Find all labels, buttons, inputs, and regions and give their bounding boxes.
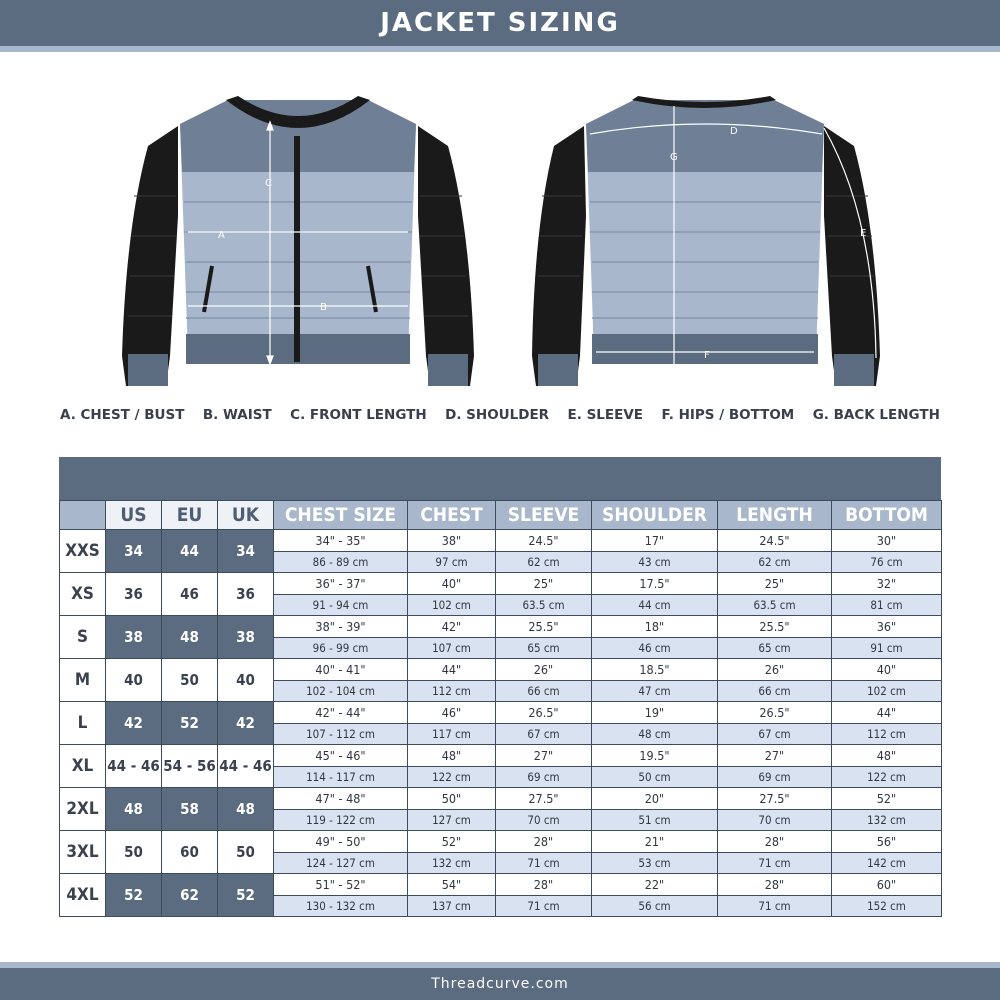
bottom-inches: 48" (832, 745, 942, 767)
header-shoulder: SHOULDER (592, 501, 718, 530)
chest-size-cm: 130 - 132 cm (274, 895, 408, 917)
length-inches: 27.5" (718, 788, 832, 810)
uk-size: 40 (218, 659, 274, 702)
header-uk: UK (218, 501, 274, 530)
chest-size-inches: 36" - 37" (274, 573, 408, 595)
label-e: E (860, 228, 867, 239)
sleeve-inches: 25" (496, 573, 592, 595)
us-size: 36 (106, 573, 162, 616)
us-size: 34 (106, 530, 162, 573)
eu-size: 54 - 56 (162, 745, 218, 788)
shoulder-cm: 46 cm (592, 637, 718, 659)
us-size: 42 (106, 702, 162, 745)
length-cm: 66 cm (718, 680, 832, 702)
eu-size: 52 (162, 702, 218, 745)
length-inches: 27" (718, 745, 832, 767)
chest-inches: 42" (408, 616, 496, 638)
length-cm: 63.5 cm (718, 594, 832, 616)
table-row (60, 745, 942, 767)
label-d: D (730, 126, 738, 137)
bottom-inches: 30" (832, 530, 942, 552)
size-label: S (60, 616, 106, 659)
shoulder-inches: 17" (592, 530, 718, 552)
table-header-row (60, 501, 942, 530)
shoulder-inches: 18.5" (592, 659, 718, 681)
chest-size-cm: 114 - 117 cm (274, 766, 408, 788)
chest-inches: 48" (408, 745, 496, 767)
bottom-cm: 152 cm (832, 895, 942, 917)
footer-site: Threadcurve.com (431, 976, 569, 992)
sleeve-cm: 63.5 cm (496, 594, 592, 616)
shoulder-cm: 50 cm (592, 766, 718, 788)
shoulder-cm: 53 cm (592, 852, 718, 874)
sleeve-inches: 26.5" (496, 702, 592, 724)
size-label: XL (60, 745, 106, 788)
table-row (60, 530, 942, 552)
measurement-legend (60, 404, 940, 426)
shoulder-inches: 19" (592, 702, 718, 724)
sleeve-cm: 71 cm (496, 895, 592, 917)
legend-waist: B. WAIST (202, 407, 272, 423)
chest-size-inches: 42" - 44" (274, 702, 408, 724)
eu-size: 50 (162, 659, 218, 702)
sleeve-inches: 28" (496, 874, 592, 896)
chest-cm: 127 cm (408, 809, 496, 831)
chest-inches: 46" (408, 702, 496, 724)
sleeve-cm: 69 cm (496, 766, 592, 788)
us-size: 52 (106, 874, 162, 917)
header-sleeve: SLEEVE (496, 501, 592, 530)
sleeve-cm: 70 cm (496, 809, 592, 831)
label-f: F (704, 350, 710, 361)
legend-sleeve: E. SLEEVE (567, 407, 644, 423)
legend-hips: F. HIPS / BOTTOM (661, 407, 795, 423)
chest-cm: 117 cm (408, 723, 496, 745)
bottom-inches: 44" (832, 702, 942, 724)
chest-size-inches: 47" - 48" (274, 788, 408, 810)
uk-size: 38 (218, 616, 274, 659)
shoulder-inches: 18" (592, 616, 718, 638)
sleeve-inches: 26" (496, 659, 592, 681)
label-c: C (265, 178, 272, 189)
header-bottom: BOTTOM (832, 501, 942, 530)
sleeve-inches: 28" (496, 831, 592, 853)
length-cm: 69 cm (718, 766, 832, 788)
us-size: 40 (106, 659, 162, 702)
sleeve-inches: 24.5" (496, 530, 592, 552)
chest-size-inches: 38" - 39" (274, 616, 408, 638)
chest-size-cm: 102 - 104 cm (274, 680, 408, 702)
bottom-inches: 56" (832, 831, 942, 853)
bottom-cm: 122 cm (832, 766, 942, 788)
chest-size-cm: 86 - 89 cm (274, 551, 408, 573)
size-label: L (60, 702, 106, 745)
legend-shoulder: D. SHOULDER (445, 407, 550, 423)
size-table (59, 500, 942, 917)
length-inches: 26.5" (718, 702, 832, 724)
chest-size-inches: 45" - 46" (274, 745, 408, 767)
size-label: XS (60, 573, 106, 616)
length-cm: 70 cm (718, 809, 832, 831)
length-inches: 28" (718, 874, 832, 896)
header-length: LENGTH (718, 501, 832, 530)
size-label: M (60, 659, 106, 702)
length-cm: 71 cm (718, 852, 832, 874)
table-row (60, 573, 942, 595)
bottom-cm: 76 cm (832, 551, 942, 573)
chest-size-inches: 51" - 52" (274, 874, 408, 896)
label-b: B (320, 302, 327, 313)
table-row (60, 831, 942, 853)
us-size: 44 - 46 (106, 745, 162, 788)
size-label: 2XL (60, 788, 106, 831)
length-inches: 26" (718, 659, 832, 681)
eu-size: 62 (162, 874, 218, 917)
eu-size: 44 (162, 530, 218, 573)
length-cm: 71 cm (718, 895, 832, 917)
bottom-cm: 91 cm (832, 637, 942, 659)
shoulder-cm: 56 cm (592, 895, 718, 917)
shoulder-inches: 22" (592, 874, 718, 896)
size-label: 3XL (60, 831, 106, 874)
length-cm: 65 cm (718, 637, 832, 659)
eu-size: 46 (162, 573, 218, 616)
chest-inches: 52" (408, 831, 496, 853)
label-g: G (670, 152, 678, 163)
shoulder-cm: 47 cm (592, 680, 718, 702)
shoulder-cm: 44 cm (592, 594, 718, 616)
uk-size: 42 (218, 702, 274, 745)
title-banner (0, 0, 1000, 52)
table-row (60, 659, 942, 681)
legend-chest: A. CHEST / BUST (60, 407, 185, 423)
chest-size-inches: 40" - 41" (274, 659, 408, 681)
shoulder-inches: 19.5" (592, 745, 718, 767)
chest-cm: 132 cm (408, 852, 496, 874)
chest-cm: 137 cm (408, 895, 496, 917)
bottom-cm: 132 cm (832, 809, 942, 831)
chest-inches: 50" (408, 788, 496, 810)
chest-inches: 40" (408, 573, 496, 595)
shoulder-cm: 48 cm (592, 723, 718, 745)
table-row (60, 616, 942, 638)
chest-inches: 54" (408, 874, 496, 896)
chest-cm: 102 cm (408, 594, 496, 616)
size-label: 4XL (60, 874, 106, 917)
header-chest: CHEST (408, 501, 496, 530)
uk-size: 48 (218, 788, 274, 831)
header-blank (60, 501, 106, 530)
us-size: 38 (106, 616, 162, 659)
chest-cm: 97 cm (408, 551, 496, 573)
chest-size-cm: 91 - 94 cm (274, 594, 408, 616)
sleeve-cm: 66 cm (496, 680, 592, 702)
sleeve-cm: 71 cm (496, 852, 592, 874)
table-row (60, 874, 942, 896)
sleeve-cm: 62 cm (496, 551, 592, 573)
eu-size: 60 (162, 831, 218, 874)
bottom-cm: 81 cm (832, 594, 942, 616)
length-cm: 67 cm (718, 723, 832, 745)
uk-size: 36 (218, 573, 274, 616)
length-inches: 24.5" (718, 530, 832, 552)
eu-size: 48 (162, 616, 218, 659)
table-row (60, 788, 942, 810)
chest-inches: 44" (408, 659, 496, 681)
sleeve-inches: 25.5" (496, 616, 592, 638)
bottom-inches: 36" (832, 616, 942, 638)
bottom-inches: 40" (832, 659, 942, 681)
sleeve-inches: 27" (496, 745, 592, 767)
shoulder-inches: 20" (592, 788, 718, 810)
shoulder-inches: 17.5" (592, 573, 718, 595)
chest-size-cm: 107 - 112 cm (274, 723, 408, 745)
page-title: JACKET SIZING (380, 8, 620, 38)
size-chart (59, 457, 941, 915)
chest-cm: 107 cm (408, 637, 496, 659)
table-row (60, 702, 942, 724)
chest-cm: 122 cm (408, 766, 496, 788)
bottom-cm: 102 cm (832, 680, 942, 702)
chest-size-cm: 96 - 99 cm (274, 637, 408, 659)
uk-size: 34 (218, 530, 274, 573)
chest-inches: 38" (408, 530, 496, 552)
bottom-inches: 60" (832, 874, 942, 896)
chest-size-cm: 119 - 122 cm (274, 809, 408, 831)
chest-cm: 112 cm (408, 680, 496, 702)
size-rows (60, 530, 942, 917)
uk-size: 52 (218, 874, 274, 917)
legend-back-length: G. BACK LENGTH (812, 407, 940, 423)
uk-size: 44 - 46 (218, 745, 274, 788)
footer-banner (0, 962, 1000, 1000)
length-inches: 25.5" (718, 616, 832, 638)
legend-front-length: C. FRONT LENGTH (290, 407, 427, 423)
shoulder-inches: 21" (592, 831, 718, 853)
uk-size: 50 (218, 831, 274, 874)
sleeve-cm: 65 cm (496, 637, 592, 659)
bottom-cm: 142 cm (832, 852, 942, 874)
us-size: 50 (106, 831, 162, 874)
bottom-inches: 32" (832, 573, 942, 595)
size-label: XXS (60, 530, 106, 573)
chest-size-cm: 124 - 127 cm (274, 852, 408, 874)
bottom-cm: 112 cm (832, 723, 942, 745)
back-jacket-illustration (524, 86, 904, 396)
length-inches: 25" (718, 573, 832, 595)
shoulder-cm: 51 cm (592, 809, 718, 831)
front-jacket-illustration (108, 86, 488, 396)
length-inches: 28" (718, 831, 832, 853)
shoulder-cm: 43 cm (592, 551, 718, 573)
length-cm: 62 cm (718, 551, 832, 573)
label-a: A (218, 230, 225, 241)
chest-size-inches: 34" - 35" (274, 530, 408, 552)
header-chest-size: CHEST SIZE (274, 501, 408, 530)
us-size: 48 (106, 788, 162, 831)
table-header-band (59, 457, 941, 500)
sleeve-cm: 67 cm (496, 723, 592, 745)
sleeve-inches: 27.5" (496, 788, 592, 810)
header-us: US (106, 501, 162, 530)
chest-size-inches: 49" - 50" (274, 831, 408, 853)
eu-size: 58 (162, 788, 218, 831)
bottom-inches: 52" (832, 788, 942, 810)
header-eu: EU (162, 501, 218, 530)
